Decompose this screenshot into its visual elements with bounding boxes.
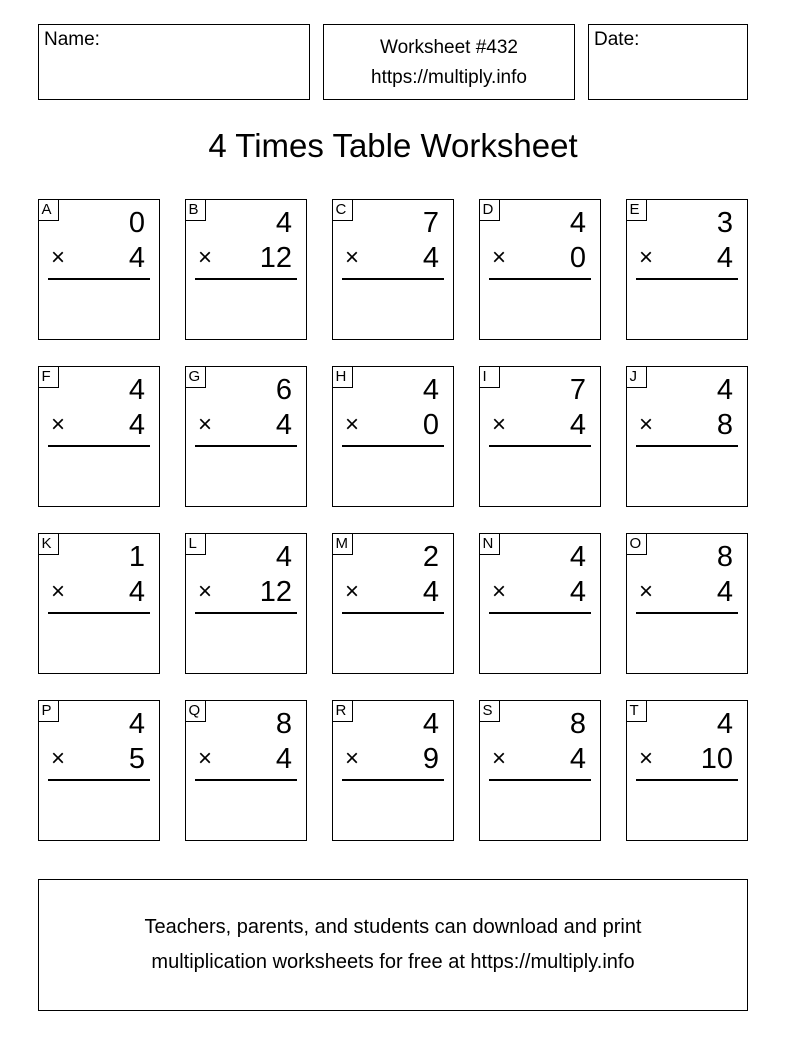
footer-box: [38, 879, 748, 1011]
answer-line: [195, 779, 297, 781]
footer-line-1: Teachers, parents, and students can download and print: [144, 916, 642, 938]
answer-line: [48, 779, 150, 781]
problem-letter: Q: [185, 700, 206, 722]
answer-line: [195, 612, 297, 614]
problem-letter: G: [185, 366, 206, 388]
multiplicand: 4: [422, 708, 439, 740]
problem-letter: D: [479, 199, 500, 221]
answer-line: [195, 445, 297, 447]
problem-letter: F: [38, 366, 59, 388]
multiplier: 4: [422, 576, 439, 608]
times-sign: ×: [639, 745, 654, 772]
problem-letter: S: [479, 700, 500, 722]
answer-line: [342, 779, 444, 781]
answer-line: [489, 612, 591, 614]
multiplier: 4: [275, 743, 292, 775]
problem-card[interactable]: [479, 366, 601, 507]
multiplicand: 6: [275, 374, 292, 406]
multiplier: 12: [259, 576, 292, 608]
answer-line: [636, 612, 738, 614]
problem-card[interactable]: [38, 700, 160, 841]
problem-letter: B: [185, 199, 206, 221]
multiplicand: 7: [422, 207, 439, 239]
multiplier: 4: [422, 242, 439, 274]
problem-card[interactable]: [332, 199, 454, 340]
problem-card[interactable]: [626, 533, 748, 674]
times-sign: ×: [345, 578, 360, 605]
multiplicand: 1: [128, 541, 145, 573]
multiplier: 4: [275, 409, 292, 441]
problem-card[interactable]: [479, 700, 601, 841]
answer-line: [342, 278, 444, 280]
times-sign: ×: [51, 411, 66, 438]
multiplicand: 0: [128, 207, 145, 239]
multiplier: 10: [700, 743, 733, 775]
problem-card[interactable]: [185, 366, 307, 507]
multiplier: 4: [716, 576, 733, 608]
multiplicand: 8: [275, 708, 292, 740]
problem-card[interactable]: [185, 199, 307, 340]
answer-line: [342, 612, 444, 614]
problem-letter: E: [626, 199, 647, 221]
problem-letter: H: [332, 366, 353, 388]
multiplicand: 7: [569, 374, 586, 406]
times-sign: ×: [345, 244, 360, 271]
answer-line: [636, 779, 738, 781]
times-sign: ×: [51, 578, 66, 605]
multiplier: 4: [569, 576, 586, 608]
times-sign: ×: [639, 411, 654, 438]
multiplier: 4: [128, 576, 145, 608]
answer-line: [342, 445, 444, 447]
answer-line: [636, 278, 738, 280]
multiplier: 0: [569, 242, 586, 274]
multiplier: 9: [422, 743, 439, 775]
answer-line: [48, 278, 150, 280]
times-sign: ×: [492, 745, 507, 772]
times-sign: ×: [198, 244, 213, 271]
problem-letter: P: [38, 700, 59, 722]
footer-line-2: multiplication worksheets for free at https://multiply.info: [151, 951, 635, 973]
answer-line: [489, 278, 591, 280]
problem-letter: L: [185, 533, 206, 555]
problem-card[interactable]: [479, 533, 601, 674]
problem-card[interactable]: [332, 533, 454, 674]
worksheet-number: Worksheet #432: [379, 37, 518, 58]
problem-letter: O: [626, 533, 647, 555]
multiplicand: 8: [569, 708, 586, 740]
problem-letter: J: [626, 366, 647, 388]
problem-letter: N: [479, 533, 500, 555]
answer-line: [489, 445, 591, 447]
problem-card[interactable]: [479, 199, 601, 340]
problem-card[interactable]: [185, 533, 307, 674]
times-sign: ×: [198, 411, 213, 438]
multiplicand: 4: [716, 708, 733, 740]
multiplicand: 4: [569, 541, 586, 573]
problem-letter: I: [479, 366, 500, 388]
answer-line: [489, 779, 591, 781]
times-sign: ×: [345, 745, 360, 772]
multiplier: 12: [259, 242, 292, 274]
date-label: Date:: [594, 29, 640, 50]
problem-letter: K: [38, 533, 59, 555]
multiplier: 4: [128, 409, 145, 441]
times-sign: ×: [492, 411, 507, 438]
multiplicand: 4: [128, 708, 145, 740]
problem-card[interactable]: [185, 700, 307, 841]
times-sign: ×: [198, 745, 213, 772]
times-sign: ×: [639, 244, 654, 271]
name-label: Name:: [44, 29, 100, 50]
multiplier: 4: [569, 409, 586, 441]
problem-letter: T: [626, 700, 647, 722]
problem-card[interactable]: [38, 199, 160, 340]
problem-card[interactable]: [38, 533, 160, 674]
times-sign: ×: [51, 745, 66, 772]
page-title: 4 Times Table Worksheet: [208, 127, 578, 164]
multiplicand: 4: [716, 374, 733, 406]
times-sign: ×: [345, 411, 360, 438]
multiplicand: 4: [569, 207, 586, 239]
multiplier: 5: [128, 743, 145, 775]
multiplicand: 4: [128, 374, 145, 406]
times-sign: ×: [198, 578, 213, 605]
times-sign: ×: [492, 578, 507, 605]
answer-line: [48, 612, 150, 614]
multiplier: 8: [716, 409, 733, 441]
multiplier: 4: [128, 242, 145, 274]
times-sign: ×: [492, 244, 507, 271]
problem-letter: R: [332, 700, 353, 722]
multiplicand: 2: [422, 541, 439, 573]
problem-card[interactable]: [38, 366, 160, 507]
problem-card[interactable]: [626, 199, 748, 340]
times-sign: ×: [639, 578, 654, 605]
problem-card[interactable]: [332, 366, 454, 507]
multiplier: 4: [569, 743, 586, 775]
multiplicand: 8: [716, 541, 733, 573]
answer-line: [636, 445, 738, 447]
problem-card[interactable]: [626, 700, 748, 841]
multiplier: 4: [716, 242, 733, 274]
times-sign: ×: [51, 244, 66, 271]
answer-line: [195, 278, 297, 280]
multiplier: 0: [422, 409, 439, 441]
multiplicand: 3: [716, 207, 733, 239]
problem-letter: A: [38, 199, 59, 221]
multiplicand: 4: [275, 207, 292, 239]
problem-letter: M: [332, 533, 353, 555]
problem-letter: C: [332, 199, 353, 221]
multiplicand: 4: [422, 374, 439, 406]
answer-line: [48, 445, 150, 447]
multiplicand: 4: [275, 541, 292, 573]
problem-card[interactable]: [332, 700, 454, 841]
problem-card[interactable]: [626, 366, 748, 507]
worksheet-website: https://multiply.info: [371, 67, 527, 88]
